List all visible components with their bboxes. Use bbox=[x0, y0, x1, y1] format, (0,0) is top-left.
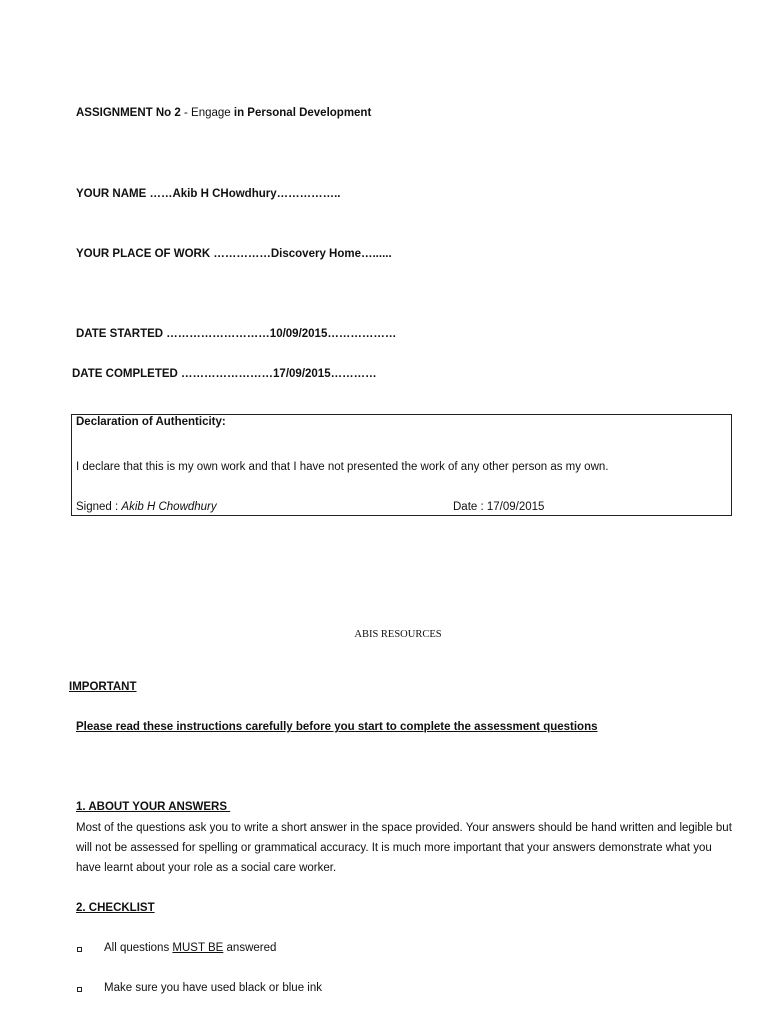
your-name-line: YOUR NAME ……Akib H CHowdhury…………….. bbox=[76, 188, 341, 200]
assignment-number: ASSIGNMENT No 2 bbox=[76, 107, 181, 119]
assignment-subject: in Personal Development bbox=[233, 107, 372, 119]
declaration-box bbox=[71, 414, 732, 516]
signed-label: Signed : bbox=[76, 501, 122, 513]
signed-name: Akib H Chowdhury bbox=[121, 501, 217, 513]
section-checklist-heading: 2. CHECKLIST bbox=[76, 902, 155, 914]
checkbox-bullet-icon bbox=[77, 987, 82, 992]
place-of-work-line: YOUR PLACE OF WORK ……………Discovery Home…...... bbox=[76, 248, 392, 260]
checklist-item: Make sure you have used black or blue ink bbox=[104, 982, 322, 994]
section-about-answers-body: Most of the questions ask you to write a short answer in the space provided. Your answers should be hand written and legible but will not be assessed for spelling or grammatical accuracy. It is much more important that your answers demonstrate what you have learnt about your role as a social care worker. bbox=[76, 822, 732, 874]
assignment-title bbox=[76, 107, 371, 119]
assignment-separator: - bbox=[180, 107, 192, 119]
section-about-answers-heading: 1. ABOUT YOUR ANSWERS bbox=[76, 801, 231, 813]
date-completed-line: DATE COMPLETED ……………………17/09/2015………… bbox=[72, 368, 377, 380]
checklist-item bbox=[104, 942, 276, 954]
instructions-heading: Please read these instructions carefully before you start to complete the assessment questions bbox=[76, 721, 598, 733]
declaration-date: Date : 17/09/2015 bbox=[453, 501, 545, 513]
checkbox-bullet-icon bbox=[77, 947, 82, 952]
declaration-text: I declare that this is my own work and that I have not presented the work of any other person as my own. bbox=[76, 461, 609, 473]
checklist-item-pre: All questions bbox=[104, 942, 173, 954]
checklist-item-must: MUST BE bbox=[172, 942, 224, 954]
important-heading: IMPORTANT bbox=[69, 681, 137, 693]
declaration-heading: Declaration of Authenticity: bbox=[76, 416, 226, 428]
date-started-line: DATE STARTED ………………………10/09/2015……………… bbox=[76, 328, 397, 340]
declaration-signed bbox=[76, 501, 217, 513]
assignment-engage: Engage bbox=[191, 107, 234, 119]
center-title: ABIS RESOURCES bbox=[354, 629, 442, 640]
checklist-item-post: answered bbox=[223, 942, 277, 954]
